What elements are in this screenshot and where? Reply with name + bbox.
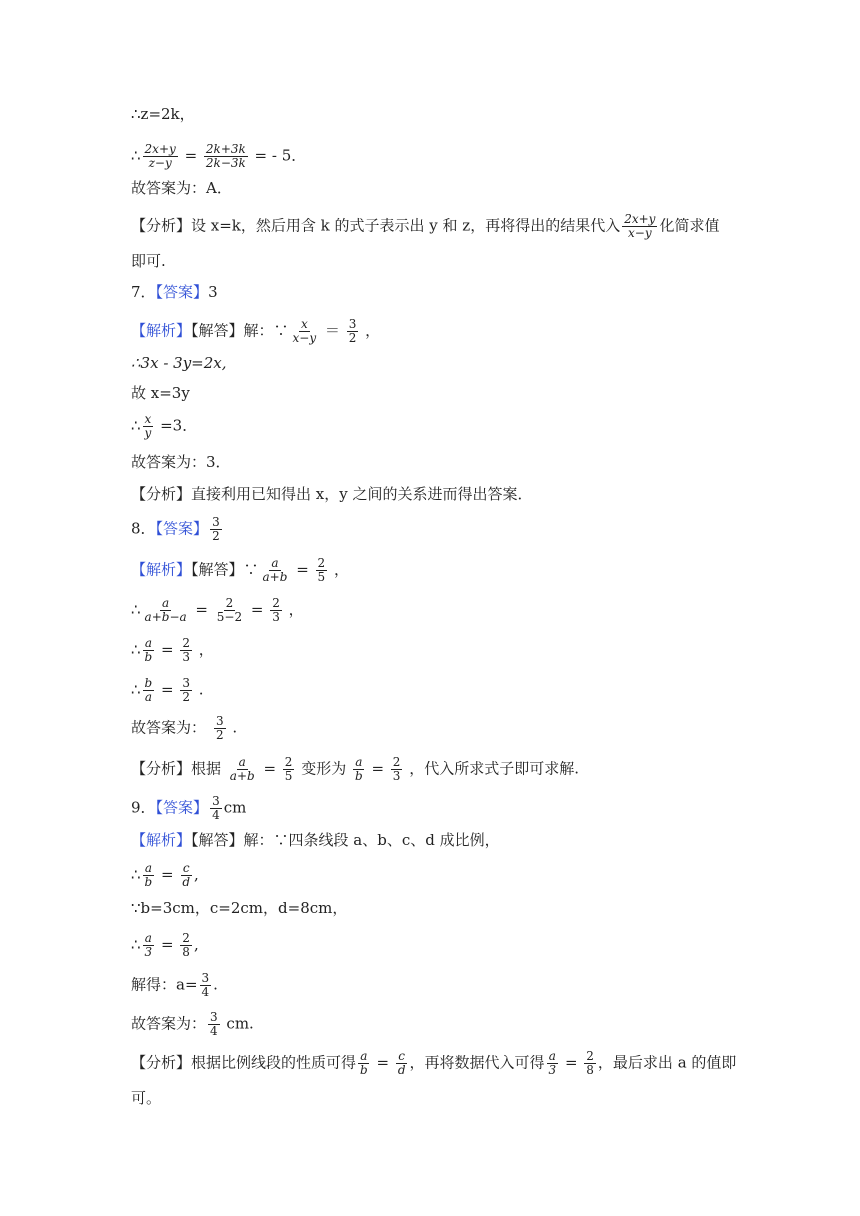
equation-line	[131, 715, 237, 742]
fraction	[180, 862, 192, 889]
equation-line	[131, 1011, 254, 1038]
question-number: 7．	[131, 283, 156, 301]
numerator: x	[144, 412, 152, 426]
text: = - 5．	[249, 146, 307, 165]
fraction	[547, 1050, 559, 1077]
unit: cm	[223, 798, 247, 817]
numerator: a	[144, 861, 152, 875]
numerator: a	[144, 636, 152, 650]
equals: ＝	[320, 321, 345, 340]
fraction	[180, 677, 192, 704]
question-9-answer	[131, 795, 246, 822]
numerator: a	[355, 755, 363, 769]
equation-line	[131, 862, 199, 889]
answer-value: 3	[208, 283, 218, 301]
numerator: 3	[201, 971, 210, 985]
text: ∴3x - 3y=2x,	[131, 354, 227, 372]
question-number: 8．	[131, 519, 156, 538]
numerator: a	[360, 1049, 368, 1063]
therefore-symbol: ∴	[131, 146, 141, 165]
denominator: 3	[392, 769, 401, 783]
text: ∵b=3cm，c=2cm，d=8cm，	[131, 899, 348, 917]
text: 根据比例线段的性质可得	[191, 1053, 357, 1072]
analysis-tag: 【分析】	[131, 1053, 192, 1072]
question-7-answer	[131, 281, 218, 303]
equals: =	[156, 935, 179, 954]
equals: =	[156, 865, 179, 884]
text: ，	[283, 600, 304, 619]
equation-line	[131, 413, 197, 440]
equation-line	[131, 972, 218, 999]
therefore-symbol: ∴	[131, 865, 141, 884]
text-line	[131, 1087, 161, 1109]
denominator: 4	[210, 1024, 218, 1038]
text: 变形为	[296, 759, 351, 778]
text-line	[131, 177, 232, 199]
denominator: a	[144, 690, 152, 704]
analysis-line	[131, 756, 579, 783]
text: =3．	[155, 416, 198, 435]
equals: =	[179, 146, 202, 165]
fraction	[291, 318, 319, 345]
text: 【解答】∵	[191, 560, 259, 579]
text: 【解答】解：∵四条线段 a、b、c、d 成比例，	[191, 831, 500, 849]
numerator: a	[162, 596, 170, 610]
therefore-symbol: ∴	[131, 640, 141, 659]
denominator: 3	[182, 650, 190, 664]
denominator: 5	[317, 570, 326, 584]
numerator: a	[144, 931, 152, 945]
numerator: 2	[392, 755, 401, 769]
text: 故 x=3y	[131, 384, 190, 402]
analysis-line	[131, 483, 533, 505]
numerator: c	[398, 1049, 406, 1063]
fraction	[391, 756, 403, 783]
fraction	[143, 932, 155, 959]
equation-line	[131, 637, 214, 664]
text: 直接利用已知得出 x，y 之间的关系进而得出答案．	[191, 485, 533, 503]
denominator: a+b−a	[144, 610, 187, 624]
denominator: 8	[586, 1063, 594, 1077]
fraction	[143, 413, 154, 440]
fraction	[358, 1050, 370, 1077]
fraction	[180, 637, 192, 664]
denominator: a+b	[262, 570, 288, 584]
numerator: 3	[212, 794, 220, 808]
text: 故答案为：A．	[131, 179, 232, 197]
text: 即可.	[131, 252, 166, 270]
denominator: 4	[201, 985, 210, 999]
therefore-symbol: ∴	[131, 680, 141, 699]
denominator: b	[144, 875, 153, 889]
denominator: b	[360, 1063, 368, 1077]
analysis-tag: 【分析】	[131, 485, 192, 503]
analysis-line	[131, 1050, 736, 1077]
equals: =	[246, 600, 269, 619]
answer-tag: 【答案】	[155, 283, 209, 301]
denominator: 3	[548, 1063, 557, 1077]
text: .	[213, 975, 218, 994]
denominator: z−y	[148, 156, 172, 170]
text-line	[131, 352, 227, 374]
denominator: 4	[212, 808, 220, 822]
numerator: 2	[317, 556, 326, 570]
fraction	[353, 756, 365, 783]
denominator: d	[182, 875, 191, 889]
therefore-symbol: ∴	[131, 935, 141, 954]
fraction	[208, 1011, 220, 1038]
denominator: 2k−3k	[205, 156, 246, 170]
equals: =	[560, 1053, 583, 1072]
text: 【解答】解：∵	[191, 321, 289, 340]
explanation-tag: 【解析】	[131, 321, 192, 340]
numerator: 3	[348, 317, 357, 331]
text-line	[131, 897, 347, 919]
text: 解得：a=	[131, 975, 198, 994]
numerator: 3	[210, 1010, 218, 1024]
numerator: 2	[182, 636, 190, 650]
numerator: 2	[586, 1049, 594, 1063]
equation-line	[131, 597, 304, 624]
question-number: 9．	[131, 798, 156, 817]
fraction	[215, 597, 244, 624]
denominator: b	[144, 650, 153, 664]
equation-line	[131, 143, 306, 170]
text: .	[193, 680, 204, 699]
denominator: 5	[284, 769, 293, 783]
text: .	[227, 718, 238, 737]
fraction	[143, 862, 155, 889]
numerator: 2k+3k	[205, 142, 246, 156]
text: ,	[194, 865, 199, 884]
denominator: 2	[182, 690, 190, 704]
numerator: 3	[216, 714, 224, 728]
denominator: 5−2	[216, 610, 243, 624]
text: 根据	[191, 759, 226, 778]
fraction	[200, 972, 212, 999]
text: cm.	[221, 1014, 254, 1033]
text: 设 x=k，然后用含 k 的式子表示出 y 和 z，再将得出的结果代入	[191, 216, 621, 235]
numerator: a	[548, 1049, 556, 1063]
text-line	[131, 451, 231, 473]
text: ，再将数据代入可得	[409, 1053, 545, 1072]
therefore-symbol: ∴	[131, 600, 141, 619]
text: ，	[360, 321, 381, 340]
text-line	[131, 103, 195, 125]
fraction	[283, 756, 295, 783]
analysis-tag: 【分析】	[131, 216, 192, 235]
fraction	[347, 318, 359, 345]
question-8-solution	[131, 557, 349, 584]
numerator: c	[182, 861, 190, 875]
fraction	[584, 1050, 596, 1077]
fraction	[143, 677, 155, 704]
answer-tag: 【答案】	[155, 519, 209, 538]
numerator: 2	[182, 931, 190, 945]
text: ,	[193, 935, 199, 954]
analysis-tag: 【分析】	[131, 759, 192, 778]
denominator: 2	[216, 728, 224, 742]
numerator: 2	[225, 596, 234, 610]
text-line	[131, 382, 190, 404]
denominator: x−y	[292, 331, 317, 345]
fraction	[316, 557, 328, 584]
fraction	[210, 516, 222, 543]
equals: =	[291, 560, 314, 579]
denominator: d	[397, 1063, 406, 1077]
question-8-answer	[131, 516, 224, 543]
denominator: 2	[348, 331, 357, 345]
text: ，代入所求式子即可求解.	[404, 759, 579, 778]
numerator: 3	[212, 515, 220, 529]
denominator: y	[144, 426, 152, 440]
text: ∴z=2k，	[131, 105, 195, 123]
numerator: b	[144, 676, 153, 690]
explanation-tag: 【解析】	[131, 831, 192, 849]
text-line	[131, 250, 166, 272]
text: 故答案为：	[131, 718, 207, 737]
fraction	[396, 1050, 408, 1077]
denominator: b	[354, 769, 363, 783]
question-9-solution	[131, 829, 500, 851]
numerator: 2x+y	[144, 142, 176, 156]
text: 故答案为：3．	[131, 453, 231, 471]
denominator: x−y	[628, 226, 652, 240]
numerator: a	[271, 556, 279, 570]
fraction	[143, 597, 189, 624]
numerator: a	[238, 755, 246, 769]
question-7-solution	[131, 318, 380, 345]
fraction	[261, 557, 290, 584]
equals: =	[258, 759, 281, 778]
fraction	[214, 715, 226, 742]
fraction	[204, 143, 248, 170]
numerator: 3	[182, 676, 190, 690]
denominator: 8	[182, 945, 190, 959]
numerator: x	[300, 317, 308, 331]
analysis-line	[131, 213, 719, 240]
equation-line	[131, 932, 199, 959]
text: 化简求值	[659, 216, 720, 235]
text: ，	[329, 560, 349, 579]
denominator: 3	[272, 610, 280, 624]
text: ，	[193, 640, 214, 659]
numerator: 2x+y	[624, 212, 656, 226]
explanation-tag: 【解析】	[131, 560, 192, 579]
text: 可。	[131, 1089, 162, 1107]
fraction	[143, 143, 178, 170]
text: ，最后求出 a 的值即	[597, 1053, 737, 1072]
therefore-symbol: ∴	[131, 416, 141, 435]
fraction	[270, 597, 282, 624]
fraction	[622, 213, 657, 240]
denominator: 2	[212, 529, 220, 543]
fraction	[228, 756, 257, 783]
denominator: 3	[144, 945, 153, 959]
answer-tag: 【答案】	[155, 798, 209, 817]
equals: =	[190, 600, 213, 619]
text: 故答案为：	[131, 1014, 207, 1033]
fraction	[210, 795, 222, 822]
fraction	[180, 932, 192, 959]
equals: =	[156, 680, 179, 699]
numerator: 2	[272, 596, 280, 610]
equals: =	[366, 759, 389, 778]
equals: =	[371, 1053, 394, 1072]
equals: =	[156, 640, 179, 659]
numerator: 2	[284, 755, 293, 769]
denominator: a+b	[229, 769, 255, 783]
equation-line	[131, 677, 204, 704]
fraction	[143, 637, 155, 664]
